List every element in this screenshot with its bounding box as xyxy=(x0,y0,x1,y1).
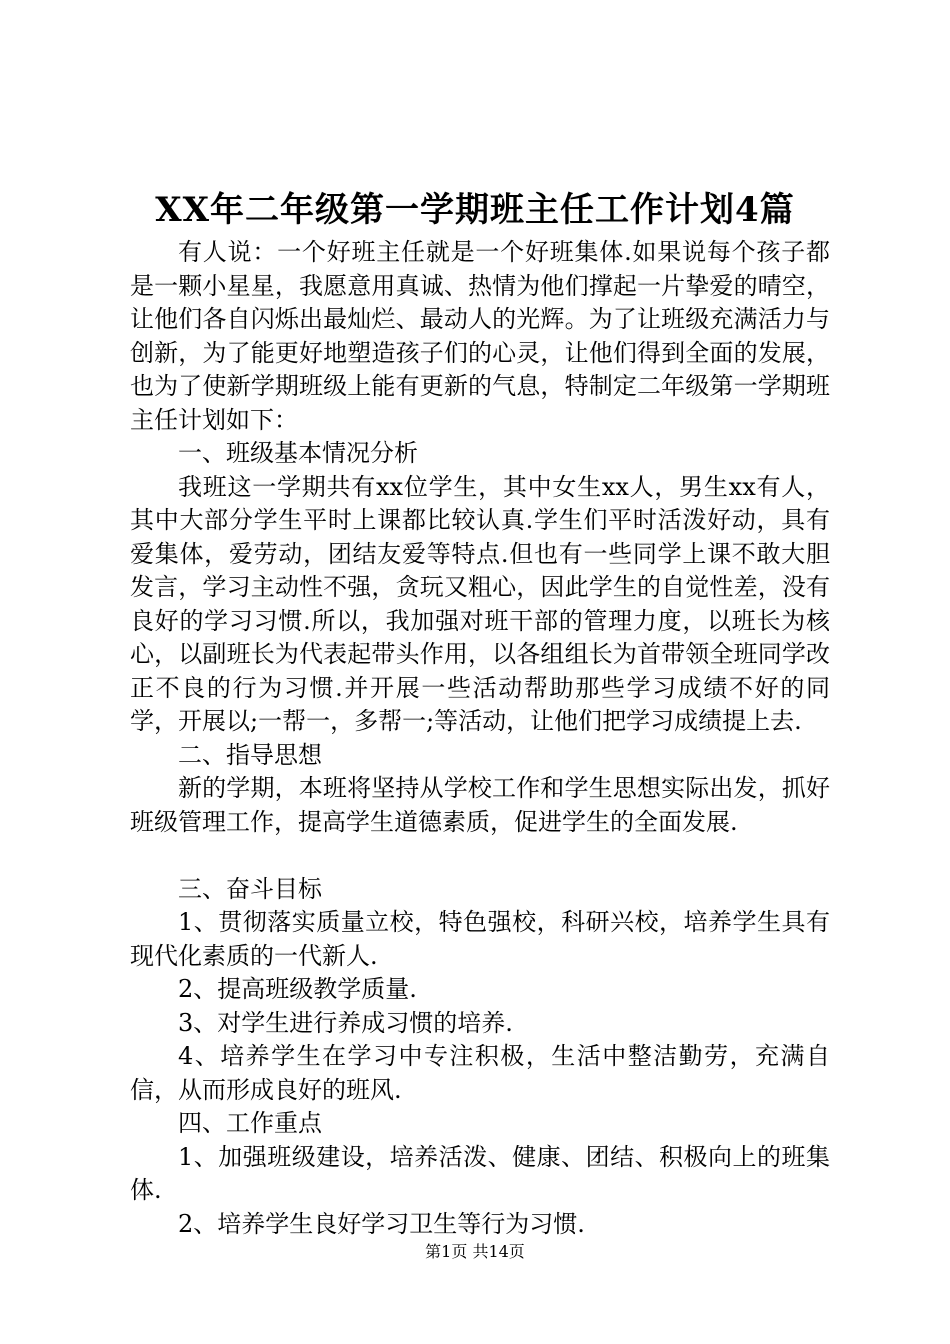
goal-item-4: 4、培养学生在学习中专注积极，生活中整洁勤劳，充满自信，从而形成良好的班风. xyxy=(130,1042,830,1104)
goal-item-1: 1、贯彻落实质量立校，特色强校，科研兴校，培养学生具有现代化素质的一代新人. xyxy=(130,908,830,970)
paragraph-guiding-thought: 新的学期，本班将坚持从学校工作和学生思想实际出发，抓好班级管理工作，提高学生道德素质，促进学生的全面发展. xyxy=(130,774,830,836)
section-heading-2: 二、指导思想 xyxy=(178,740,322,769)
section-heading-3: 三、奋斗目标 xyxy=(178,874,322,903)
page-number: 第1页 共14页 xyxy=(425,1242,525,1261)
focus-item-2: 2、培养学生良好学习卫生等行为习惯. xyxy=(178,1209,585,1238)
paragraph-class-analysis: 我班这一学期共有xx位学生，其中女生xx人，男生xx有人，其中大部分学生平时上课都比较认真.学生们平时活泼好动，具有爱集体，爱劳动，团结友爱等特点.但也有一些同学上课不敢大胆发言，学习主动性不强，贪玩又粗心，因此学生的自觉性差，没有良好的学习习惯.所以，我加强对班干部的管理力度，以班长为核心，以副班长为代表起带头作用，以各组组长为首带领全班同学改正不良的行为习惯.并开展一些活动帮助那些学习成绩不好的同学，开展以;一帮一，多帮一;等活动，让他们把学习成绩提上去. xyxy=(130,472,830,735)
section-heading-1: 一、班级基本情况分析 xyxy=(178,439,418,467)
goal-item-2: 2、提高班级教学质量. xyxy=(178,975,417,1003)
goal-item-3: 3、对学生进行养成习惯的培养. xyxy=(178,1008,513,1037)
document-body xyxy=(130,236,830,1241)
paragraph-spacer xyxy=(130,839,830,873)
paragraph-intro: 有人说：一个好班主任就是一个好班集体.如果说每个孩子都是一颗小星星，我愿意用真诚、热情为他们撑起一片挚爱的晴空，让他们各自闪烁出最灿烂、最动人的光辉。为了让班级充满活力与创新，为了能更好地塑造孩子们的心灵，让他们得到全面的发展，也为了使新学期班级上能有更新的气息，特制定二年级第一学期班主任计划如下： xyxy=(130,238,830,434)
focus-item-1: 1、加强班级建设，培养活泼、健康、团结、积极向上的班集体. xyxy=(130,1142,830,1204)
document-title: XX年二年级第一学期班主任工作计划4篇 xyxy=(155,190,795,230)
section-heading-4: 四、工作重点 xyxy=(178,1109,322,1137)
